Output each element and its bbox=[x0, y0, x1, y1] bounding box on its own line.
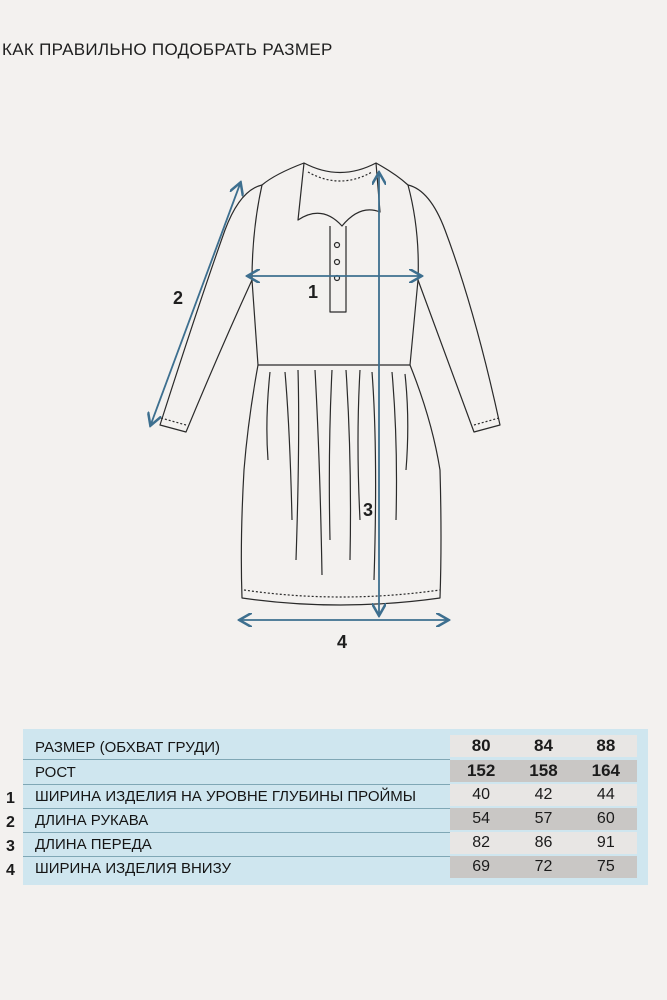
row-number: 3 bbox=[6, 838, 15, 855]
value-cell: 80 bbox=[471, 736, 491, 755]
value-cell: 60 bbox=[596, 810, 615, 827]
row-label: ДЛИНА ПЕРЕДА bbox=[35, 836, 152, 853]
measure-label-4: 4 bbox=[337, 632, 348, 652]
table-row bbox=[23, 808, 648, 832]
row-values bbox=[450, 856, 637, 878]
table-row bbox=[23, 856, 648, 880]
row-values bbox=[450, 735, 637, 757]
arrow-2 bbox=[151, 184, 240, 424]
row-number: 4 bbox=[6, 862, 15, 879]
measure-label-1: 1 bbox=[308, 282, 319, 302]
value-cell: 57 bbox=[534, 810, 553, 827]
value-cell: 88 bbox=[596, 736, 616, 755]
measure-label-3: 3 bbox=[363, 500, 374, 520]
row-label: ДЛИНА РУКАВА bbox=[35, 812, 149, 829]
value-cell: 152 bbox=[466, 761, 496, 780]
table-row bbox=[23, 832, 648, 856]
page-title: КАК ПРАВИЛЬНО ПОДОБРАТЬ РАЗМЕР bbox=[2, 40, 333, 59]
row-number: 2 bbox=[6, 814, 15, 831]
dress-outline bbox=[160, 163, 500, 605]
value-cell: 69 bbox=[472, 858, 491, 875]
value-cell: 91 bbox=[596, 834, 615, 851]
row-values bbox=[450, 832, 637, 854]
size-table bbox=[23, 729, 648, 885]
row-values bbox=[450, 784, 637, 806]
value-cell: 84 bbox=[534, 736, 553, 755]
value-cell: 72 bbox=[534, 858, 553, 875]
row-label: ШИРИНА ИЗДЕЛИЯ НА УРОВНЕ ГЛУБИНЫ ПРОЙМЫ bbox=[35, 788, 417, 805]
value-cell: 86 bbox=[534, 834, 553, 851]
row-values bbox=[450, 808, 637, 830]
row-number: 1 bbox=[6, 790, 15, 807]
value-cell: 158 bbox=[529, 761, 558, 780]
value-cell: 75 bbox=[596, 858, 615, 875]
table-row bbox=[23, 760, 648, 784]
table-row bbox=[23, 784, 648, 808]
row-label: РАЗМЕР (ОБХВАТ ГРУДИ) bbox=[35, 739, 221, 756]
row-label: РОСТ bbox=[35, 764, 76, 781]
measure-label-2: 2 bbox=[173, 288, 184, 308]
value-cell: 164 bbox=[591, 761, 620, 780]
value-cell: 42 bbox=[534, 786, 553, 803]
row-label: ШИРИНА ИЗДЕЛИЯ ВНИЗУ bbox=[35, 860, 231, 877]
value-cell: 44 bbox=[596, 786, 615, 803]
value-cell: 40 bbox=[472, 786, 491, 803]
value-cell: 82 bbox=[472, 834, 491, 851]
row-values bbox=[450, 760, 637, 782]
table-row bbox=[23, 735, 648, 759]
value-cell: 54 bbox=[472, 810, 491, 827]
